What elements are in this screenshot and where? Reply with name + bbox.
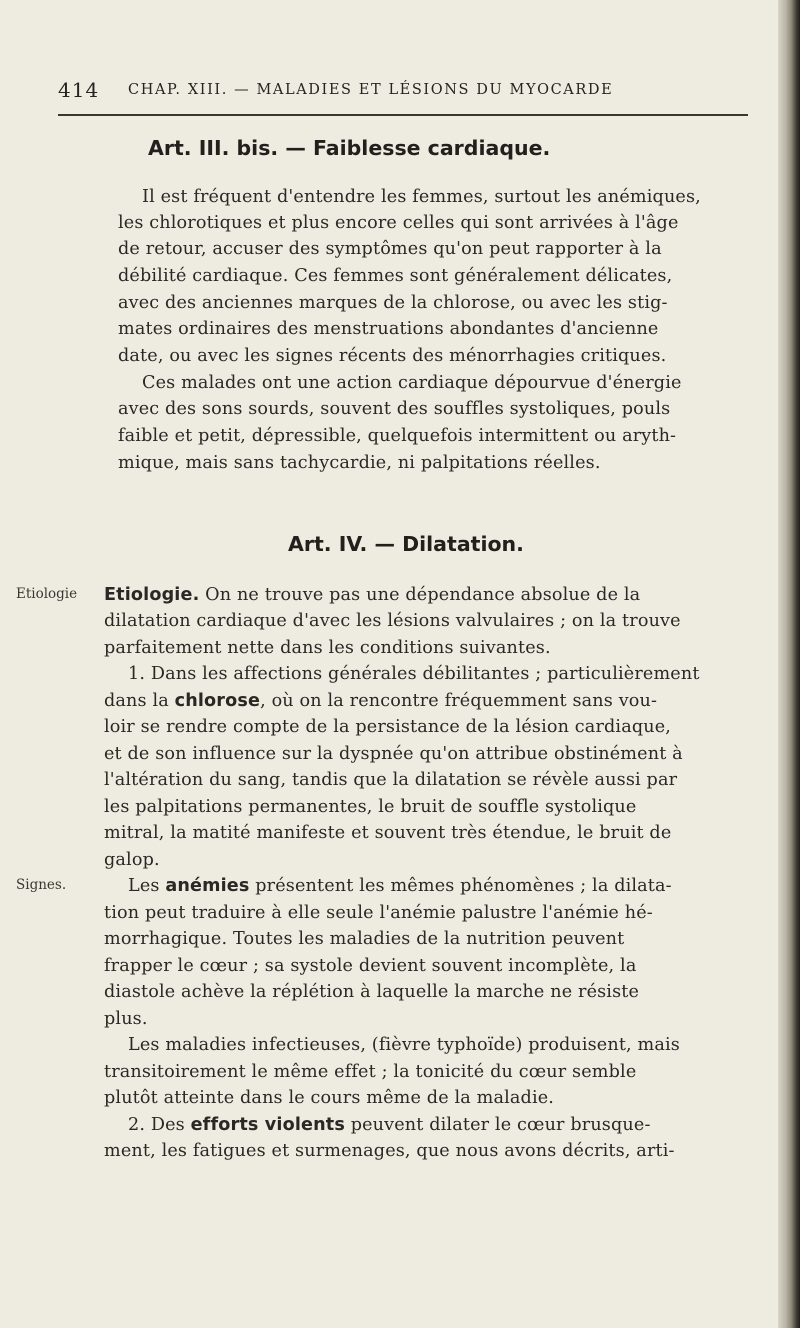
text-line: 1. Dans les affections générales débilitantes ; particulièrement xyxy=(128,664,700,684)
text-line xyxy=(128,1113,651,1137)
article-4-title: Art. IV. — Dilatation. xyxy=(288,532,524,556)
emphasis-chlorose: chlorose xyxy=(174,691,261,711)
text-line: Les maladies infectieuses, (fièvre typhoïde) produisent, mais xyxy=(128,1035,680,1055)
emphasis-efforts-violents: efforts violents xyxy=(190,1115,345,1135)
header-rule xyxy=(58,114,748,116)
page-edge-shadow xyxy=(778,0,800,1328)
text-line: avec des anciennes marques de la chlorose, ou avec les stig- xyxy=(118,293,668,313)
text-span: Les xyxy=(128,876,166,896)
text-line: plutôt atteinte dans le cours même de la maladie. xyxy=(104,1088,555,1108)
subheading-etiologie: Etiologie. xyxy=(104,585,200,605)
text-line: faible et petit, dépressible, quelquefois intermittent ou aryth- xyxy=(118,426,677,446)
text-line: frapper le cœur ; sa systole devient souvent incomplète, la xyxy=(104,956,637,976)
emphasis-anemies: anémies xyxy=(165,876,250,896)
text-span: dans la xyxy=(104,691,175,711)
text-line: diastole achève la réplétion à laquelle la marche ne résiste xyxy=(104,982,640,1002)
text-line: tion peut traduire à elle seule l'anémie palustre l'anémie hé- xyxy=(104,903,653,923)
text-line: galop. xyxy=(104,850,160,870)
text-line: Il est fréquent d'entendre les femmes, surtout les anémiques, xyxy=(142,187,701,207)
text-span: présentent les mêmes phénomènes ; la dilata- xyxy=(249,876,672,896)
text-line: dilatation cardiaque d'avec les lésions valvulaires ; on la trouve xyxy=(104,611,681,631)
text-line: loir se rendre compte de la persistance de la lésion cardiaque, xyxy=(104,717,672,737)
text-line xyxy=(104,689,657,713)
text-line: avec des sons sourds, souvent des souffles systoliques, pouls xyxy=(118,399,671,419)
text-line: plus. xyxy=(104,1009,148,1029)
page-number: 414 xyxy=(58,78,100,102)
text-line: mates ordinaires des menstruations abondantes d'ancienne xyxy=(118,319,659,339)
text-line xyxy=(128,874,672,898)
text-line: mique, mais sans tachycardie, ni palpitations réelles. xyxy=(118,453,601,473)
text-span: On ne trouve pas une dépendance absolue de la xyxy=(199,585,641,605)
text-line xyxy=(104,583,640,607)
text-line: et de son influence sur la dyspnée qu'on attribue obstinément à xyxy=(104,744,683,764)
text-span: peuvent dilater le cœur brusque- xyxy=(344,1115,651,1135)
margin-note-signes: Signes. xyxy=(16,877,67,893)
text-line: de retour, accuser des symptômes qu'on peut rapporter à la xyxy=(118,239,662,259)
text-line: morrhagique. Toutes les maladies de la nutrition peuvent xyxy=(104,929,625,949)
text-span: 2. Des xyxy=(128,1115,191,1135)
text-line: les palpitations permanentes, le bruit de souffle systolique xyxy=(104,797,637,817)
text-line: mitral, la matité manifeste et souvent très étendue, le bruit de xyxy=(104,823,672,843)
text-line: date, ou avec les signes récents des ménorrhagies critiques. xyxy=(118,346,667,366)
text-line: l'altération du sang, tandis que la dilatation se révèle aussi par xyxy=(104,770,678,790)
text-line: transitoirement le même effet ; la tonicité du cœur semble xyxy=(104,1062,637,1082)
text-line: Ces malades ont une action cardiaque dépourvue d'énergie xyxy=(142,373,682,393)
text-line: ment, les fatigues et surmenages, que nous avons décrits, arti- xyxy=(104,1141,675,1161)
text-line: débilité cardiaque. Ces femmes sont généralement délicates, xyxy=(118,266,673,286)
chapter-title: CHAP. XIII. — MALADIES ET LÉSIONS DU MYOCARDE xyxy=(128,82,614,98)
margin-note-etiologie: Etiologie xyxy=(16,586,78,602)
article-3-title: Art. III. bis. — Faiblesse cardiaque. xyxy=(148,136,551,160)
text-span: , où on la rencontre fréquemment sans vou- xyxy=(260,691,658,711)
text-line: parfaitement nette dans les conditions suivantes. xyxy=(104,638,551,658)
text-line: les chlorotiques et plus encore celles qui sont arrivées à l'âge xyxy=(118,213,679,233)
running-header xyxy=(58,72,778,112)
